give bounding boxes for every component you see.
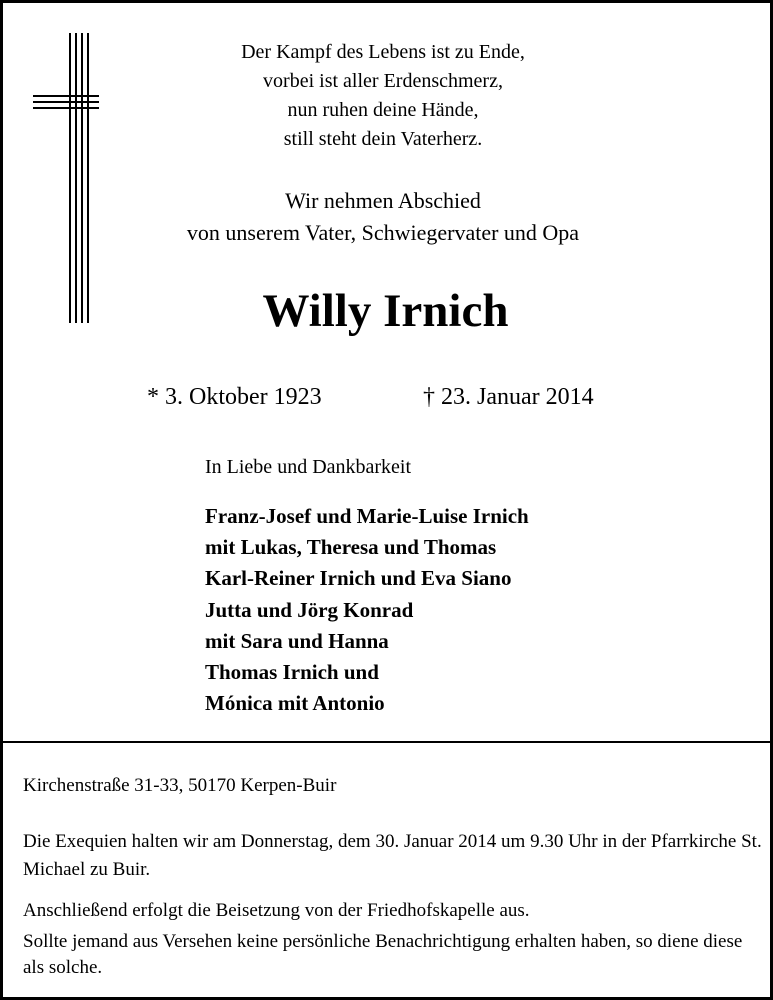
list-item: Karl-Reiner Irnich und Eva Siano [205, 566, 512, 591]
list-item: mit Sara und Hanna [205, 628, 389, 653]
cross-icon [31, 33, 101, 323]
service-info: Die Exequien halten wir am Donnerstag, dem 30. Januar 2014 um 9.30 Uhr in der Pfarrkirche St. Michael zu Buir. [23, 831, 762, 880]
list-item: Franz-Josef und Marie-Luise Irnich [205, 504, 529, 528]
notification-note: Sollte jemand aus Versehen keine persönliche Benachrichtigung erhalten haben, so diene diese als solche. [23, 931, 743, 978]
poem-line: nun ruhen deine Hände, [287, 99, 479, 121]
list-item: Thomas Irnich und [205, 660, 379, 685]
poem-line: vorbei ist aller Erdenschmerz, [263, 70, 503, 92]
mourners-list [205, 501, 529, 719]
family-address: Kirchenstraße 31-33, 50170 Kerpen-Buir [23, 775, 337, 796]
burial-info: Anschließend erfolgt die Beisetzung von der Friedhofskapelle aus. [23, 900, 530, 921]
birth-date: * 3. Oktober 1923 [147, 384, 322, 410]
poem-line: Der Kampf des Lebens ist zu Ende, [241, 41, 525, 63]
farewell-intro [113, 185, 653, 249]
death-date: † 23. Januar 2014 [423, 384, 594, 410]
divider [3, 741, 770, 743]
dedication: In Liebe und Dankbarkeit [205, 456, 412, 478]
poem-line: still steht dein Vaterherz. [283, 128, 483, 150]
poem [183, 38, 583, 154]
deceased-name: Willy Irnich [262, 285, 509, 337]
list-item: Mónica mit Antonio [205, 691, 385, 716]
intro-line: von unserem Vater, Schwiegervater und Opa [186, 220, 580, 245]
list-item: Jutta und Jörg Konrad [205, 597, 414, 622]
list-item: mit Lukas, Theresa und Thomas [205, 535, 497, 560]
intro-line: Wir nehmen Abschied [285, 188, 481, 213]
